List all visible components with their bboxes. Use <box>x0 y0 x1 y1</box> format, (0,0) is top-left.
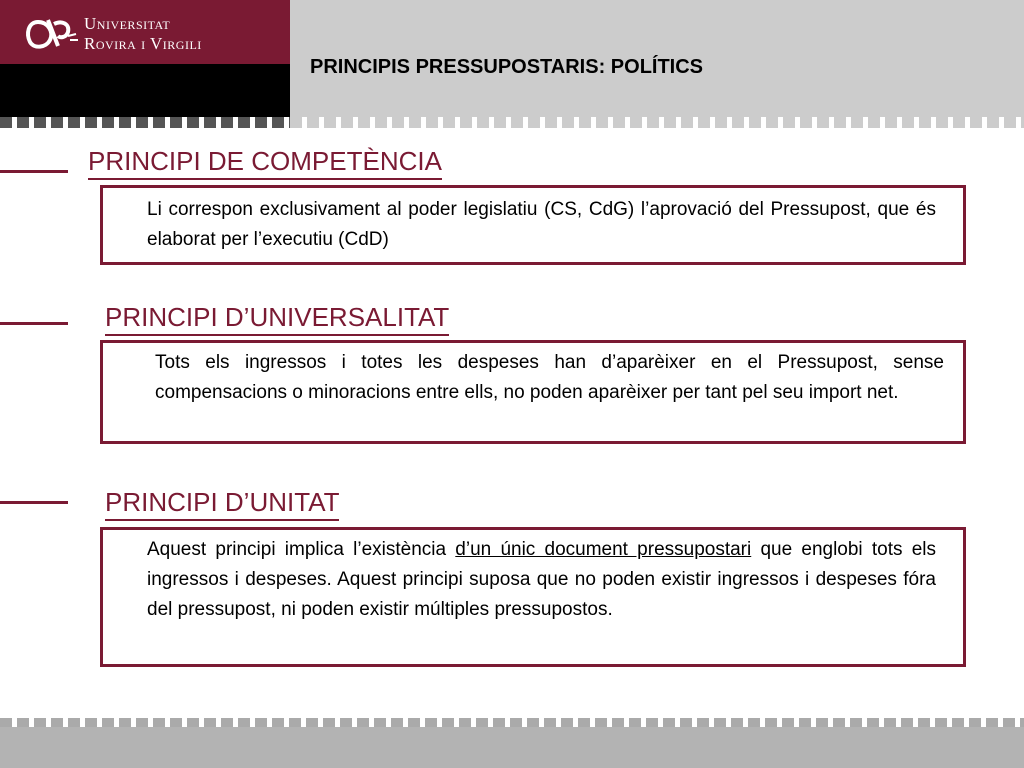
section-rule <box>0 170 68 173</box>
section-rule <box>0 322 68 325</box>
university-name-line2: Rovira i Virgili <box>84 34 202 53</box>
section-body: Tots els ingressos i totes les despeses han d’aparèixer en el Pressupost, sense compensacions o minoracions entre ells, no poden aparèixer per tant pel seu import net. <box>155 352 944 403</box>
university-name <box>84 14 202 54</box>
section-body: Li correspon exclusivament al poder legislatiu (CS, CdG) l’aprovació del Pressupost, que és elaborat per l’executiu (CdD) <box>147 199 936 250</box>
section-heading: PRINCIPI D’UNITAT <box>105 487 339 521</box>
university-logo-icon <box>24 16 80 52</box>
header-black-band <box>0 64 290 117</box>
underlined-phrase: d’un únic document pressupostari <box>455 539 752 560</box>
header-dashed-border-gray <box>290 117 1024 128</box>
section-heading: PRINCIPI DE COMPETÈNCIA <box>88 146 442 180</box>
section-body-text: Aquest principi implica l’existència <box>147 539 456 560</box>
section-body <box>147 535 936 625</box>
footer-bar <box>0 727 1024 768</box>
section-rule <box>0 501 68 504</box>
university-name-line1: Universitat <box>84 14 171 33</box>
section-heading: PRINCIPI D’UNIVERSALITAT <box>105 302 449 336</box>
section-body-text: que englobi tots els ingressos i despeses. Aquest principi suposa que no poden existir ingressos i despeses fóra del pressupost, ni poden existir múltiples pressupostos. <box>147 539 937 620</box>
footer-dashed-border <box>0 718 1024 727</box>
page-title: PRINCIPIS PRESSUPOSTARIS: POLÍTICS <box>310 56 704 78</box>
logo-block <box>0 0 290 64</box>
